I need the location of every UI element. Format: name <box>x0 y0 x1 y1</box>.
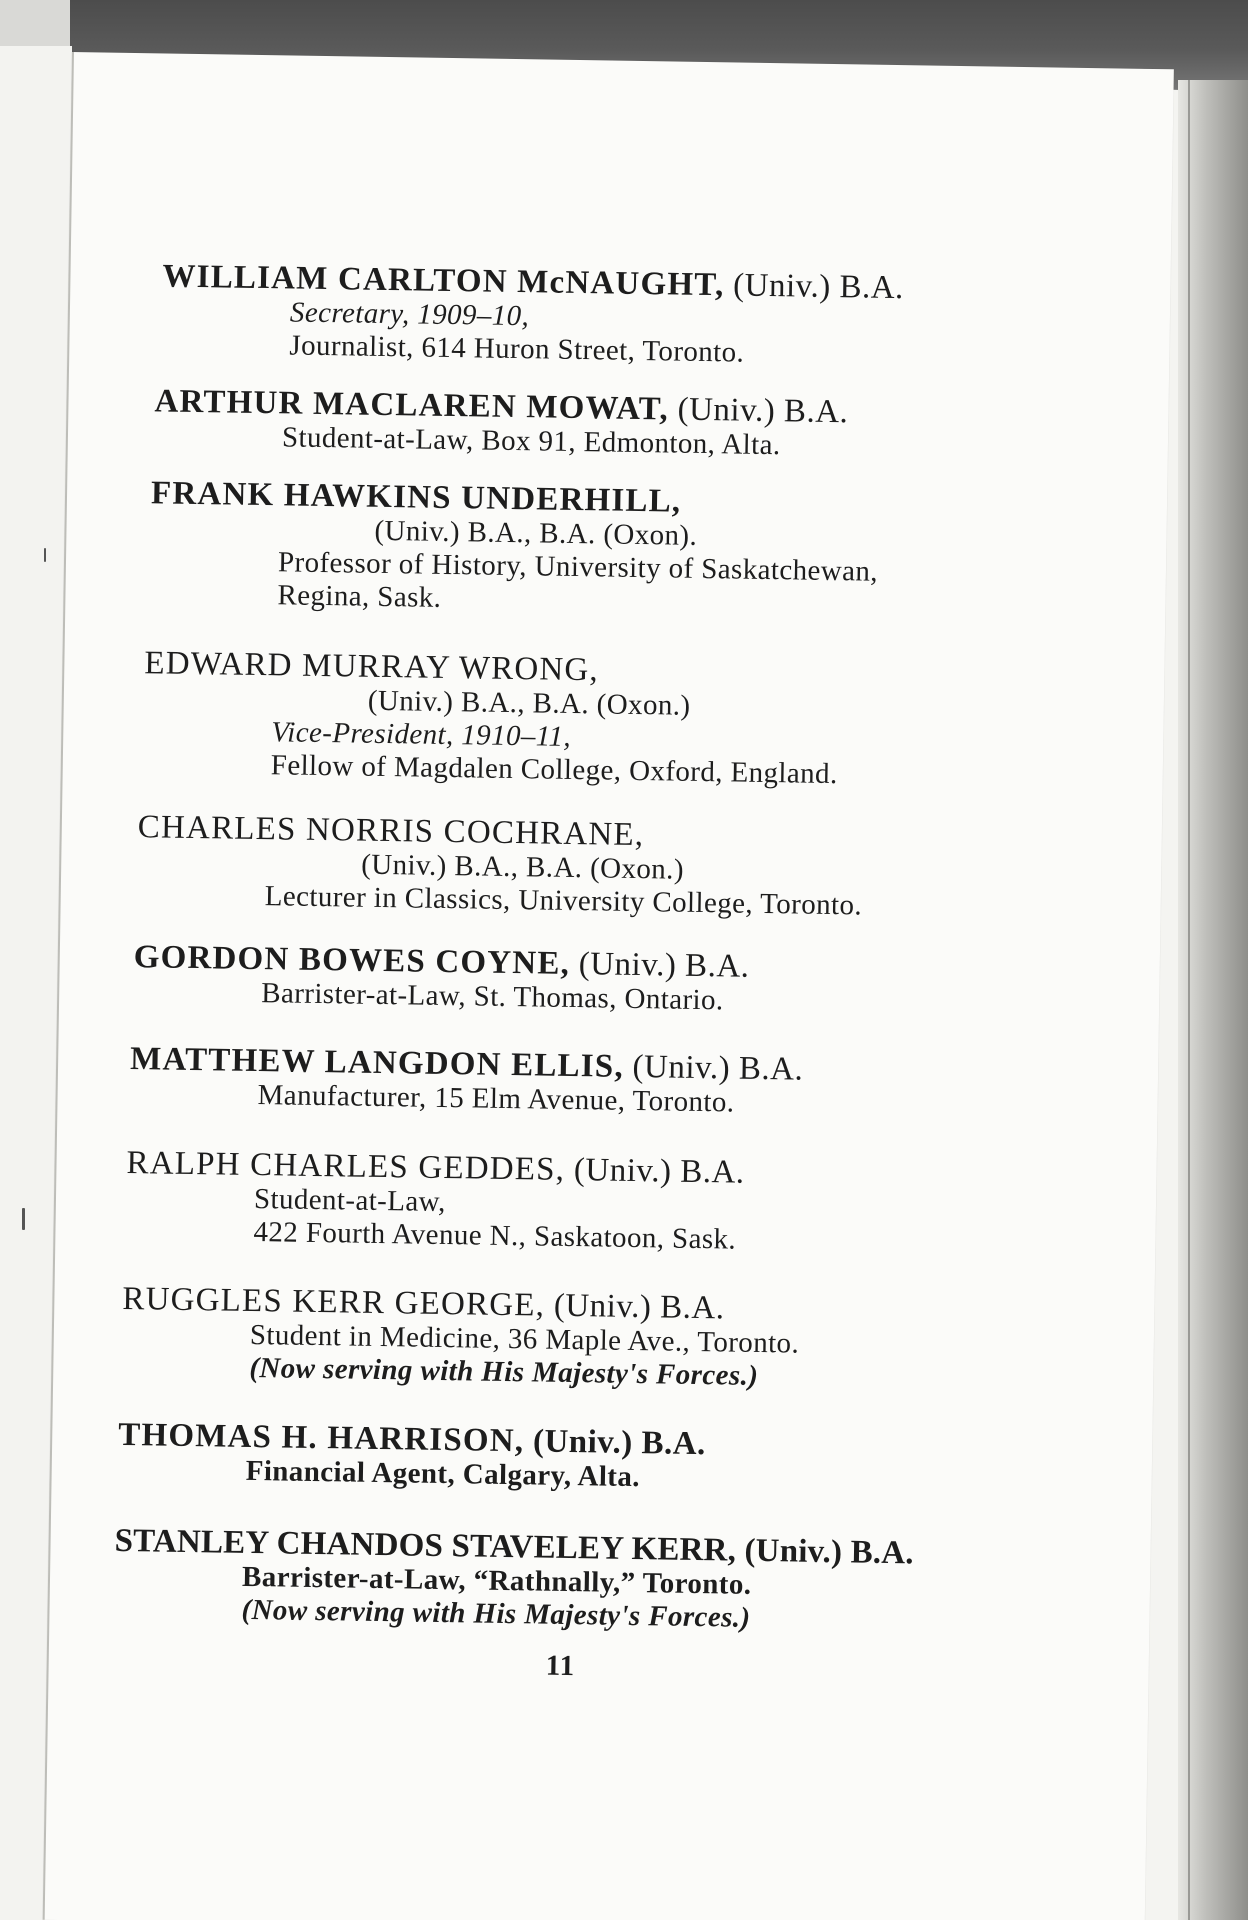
degree-text: (Univ.) B.A. <box>668 391 849 431</box>
entry-mcnaught <box>161 258 1062 374</box>
entry-line: Barrister-at-Law, St. Thomas, Ontario. <box>260 977 724 1017</box>
name-text: GORDON BOWES COYNE, <box>133 939 571 982</box>
name-text: FRANK HAWKINS UNDERHILL, <box>150 475 682 520</box>
name-text: STANLEY CHANDOS STAVELEY KERR, <box>114 1522 737 1569</box>
entry-george <box>121 1281 1022 1397</box>
page-number: 11 <box>545 1649 576 1683</box>
entry-line: Lecturer in Classics, University College, Toronto. <box>264 880 863 922</box>
entry-line: Professor of History, University of Saskatchewan, <box>277 546 879 588</box>
entry-kerr <box>113 1523 1014 1639</box>
entry-degree-line: (Univ.) B.A., B.A. (Oxon). <box>374 514 698 552</box>
entry-line: 422 Fourth Avenue N., Saskatoon, Sask. <box>253 1215 737 1256</box>
scan-speck <box>44 548 46 562</box>
entry-line: Fellow of Magdalen College, Oxford, England. <box>270 749 838 791</box>
entry-coyne <box>133 939 1034 1022</box>
entry-line: Vice-President, 1910–11, <box>271 716 572 753</box>
entry-line: Student-at-Law, <box>253 1183 446 1219</box>
name-text: RALPH CHARLES GEDDES, <box>126 1144 566 1188</box>
name-text: THOMAS H. HARRISON, <box>118 1416 525 1460</box>
entry-line: Regina, Sask. <box>277 579 442 614</box>
book-page <box>43 52 1174 1920</box>
entry-underhill <box>149 475 1051 624</box>
degree-text: (Univ.) B.A. <box>544 1287 725 1327</box>
entry-mowat <box>154 383 1055 466</box>
entry-line: Student-at-Law, Box 91, Edmonton, Alta. <box>281 421 781 462</box>
name-text: CHARLES NORRIS COCHRANE, <box>137 809 645 854</box>
entry-ellis <box>129 1041 1030 1124</box>
page-edge-line <box>1188 80 1190 1920</box>
name-text: ARTHUR MACLAREN MOWAT, <box>154 383 670 428</box>
entry-line: Barrister-at-Law, “Rathnally,” Toronto. <box>241 1560 752 1601</box>
degree-text: (Univ.) B.A. <box>724 267 905 307</box>
entry-cochrane <box>137 809 1038 925</box>
degree-text: (Univ.) B.A. <box>735 1532 915 1572</box>
scan-speck <box>22 1208 25 1230</box>
entry-line: Student in Medicine, 36 Maple Ave., Toronto. <box>249 1318 800 1360</box>
entry-line: Secretary, 1909–10, <box>289 296 530 333</box>
entry-note: (Now serving with His Majesty's Forces.) <box>241 1593 751 1634</box>
name-text: WILLIAM CARLTON McNAUGHT, <box>162 258 725 304</box>
entry-note: (Now serving with His Majesty's Forces.) <box>249 1351 759 1392</box>
name-text: MATTHEW LANGDON ELLIS, <box>129 1041 625 1085</box>
page-content <box>45 52 1174 1920</box>
degree-text: (Univ.) B.A. <box>564 1151 745 1191</box>
entry-degree-line: (Univ.) B.A., B.A. (Oxon.) <box>361 848 685 886</box>
degree-text: (Univ.) B.A. <box>569 945 750 985</box>
entry-wrong <box>143 645 1045 794</box>
degree-text: (Univ.) B.A. <box>523 1423 707 1463</box>
entry-line: Journalist, 614 Huron Street, Toronto. <box>289 329 745 369</box>
name-text: RUGGLES KERR GEORGE, <box>122 1280 546 1324</box>
entry-line: Financial Agent, Calgary, Alta. <box>245 1454 641 1494</box>
degree-text: (Univ.) B.A. <box>623 1048 804 1088</box>
entry-geddes <box>125 1145 1026 1261</box>
entry-line: Manufacturer, 15 Elm Avenue, Toronto. <box>257 1079 735 1119</box>
entry-degree-line: (Univ.) B.A., B.A. (Oxon.) <box>367 684 691 722</box>
book-spine-edge <box>1178 80 1248 1920</box>
name-text: EDWARD MURRAY WRONG, <box>144 645 600 689</box>
entry-harrison <box>117 1417 1018 1500</box>
